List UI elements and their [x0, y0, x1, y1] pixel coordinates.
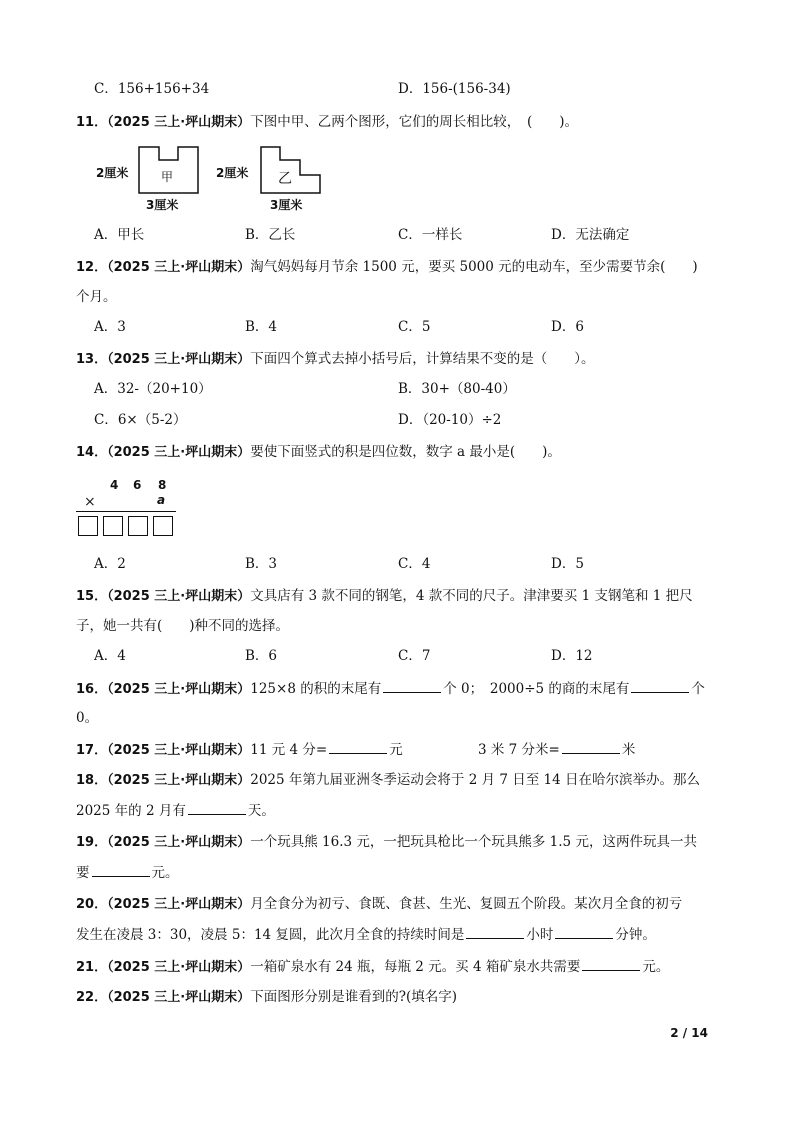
q14-option-b: B．3 — [245, 556, 278, 572]
q17-blank-2[interactable] — [562, 740, 620, 754]
q16-text-line2: 0。 — [76, 710, 99, 726]
q12-stem — [76, 258, 698, 277]
q20-text-a: 月全食分为初亏、食既、食甚、生光、复圆五个阶段。某次月全食的初亏 — [250, 896, 683, 912]
q19-text-c: 元。 — [151, 865, 179, 881]
q11-option-c: C．一样长 — [398, 227, 463, 243]
q14-text: 要使下面竖式的积是四位数，数字 a 最小是( )。 — [250, 444, 561, 460]
q11-figure-yi — [216, 144, 336, 214]
q16-text-b: 个 0； 2000÷5 的商的末尾有 — [443, 681, 630, 697]
q11-yi-side-label: 2厘米 — [216, 166, 249, 180]
q11-stem — [76, 113, 578, 132]
q19-text-b: 要 — [76, 865, 90, 881]
q13-stem — [76, 350, 595, 369]
q12-number: 12． — [76, 260, 108, 275]
q18-line2 — [76, 801, 275, 820]
q17-stem-left — [76, 740, 403, 760]
q16-blank-1[interactable] — [383, 679, 441, 693]
q14-source: （2025 三上·坪山期末） — [107, 445, 251, 460]
q21-number: 21． — [76, 960, 108, 975]
q16-text-a: 125×8 的积的末尾有 — [250, 681, 382, 697]
q15-option-b: B．6 — [245, 648, 278, 664]
q17-blank-1[interactable] — [329, 740, 387, 754]
q15-stem — [76, 587, 693, 606]
q11-number: 11． — [76, 115, 108, 130]
q15-option-d: D．12 — [551, 648, 593, 664]
q14-answer-box-1 — [78, 516, 98, 536]
q14-digit-4: 4 — [110, 478, 119, 492]
q18-text-a: 2025 年第九届亚洲冬季运动会将于 2 月 7 日至 14 日在哈尔滨举办。那么 — [250, 772, 701, 788]
q15-option-a: A．4 — [94, 648, 126, 664]
q12-option-c: C．5 — [398, 319, 431, 335]
q11-jia-label: 甲 — [161, 170, 174, 184]
q18-number: 18． — [76, 773, 108, 788]
q22-number: 22． — [76, 990, 108, 1005]
q15-text-line2: 子，她一共有( )种不同的选择。 — [76, 618, 290, 634]
q14-digit-6: 6 — [133, 478, 142, 492]
q16-stem — [76, 679, 705, 699]
q12-source: （2025 三上·坪山期末） — [107, 260, 251, 275]
q20-text-b: 发生在凌晨 3：30，凌晨 5：14 复圆，此次月全食的持续时间是 — [76, 927, 465, 943]
q13-number: 13． — [76, 352, 108, 367]
q14-option-a: A．2 — [94, 556, 126, 572]
q19-line2 — [76, 863, 179, 882]
q11-source: （2025 三上·坪山期末） — [107, 115, 251, 130]
q14-answer-box-4 — [153, 516, 173, 536]
q18-text-b: 2025 年的 2 月有 — [76, 803, 186, 819]
q13-option-d: D．（20-10）÷2 — [398, 412, 502, 428]
q15-number: 15． — [76, 589, 108, 604]
q13-option-a: A．32-（20+10） — [94, 381, 212, 397]
q16-blank-2[interactable] — [631, 679, 689, 693]
q21-text-b: 元。 — [642, 959, 670, 975]
q17-stem-right — [478, 740, 635, 759]
q20-stem — [76, 895, 682, 914]
q20-blank-minutes[interactable] — [555, 925, 613, 939]
q13-option-c: C．6×（5-2） — [94, 412, 187, 428]
q16-source: （2025 三上·坪山期末） — [107, 682, 251, 697]
q22-stem — [76, 988, 457, 1007]
q11-option-a: A．甲长 — [94, 227, 145, 243]
q22-source: （2025 三上·坪山期末） — [107, 990, 251, 1005]
q14-answer-box-2 — [103, 516, 123, 536]
q14-rule-line — [76, 511, 176, 512]
q18-source: （2025 三上·坪山期末） — [107, 773, 251, 788]
q12-text: 淘气妈妈每月节余 1500 元，要买 5000 元的电动车，至少需要节余( ) — [250, 259, 698, 275]
q19-source: （2025 三上·坪山期末） — [107, 835, 251, 850]
q10-option-d: D．156-(156-34) — [398, 81, 511, 97]
q13-text: 下面四个算式去掉小括号后，计算结果不变的是（ ）。 — [250, 351, 595, 367]
q14-stem — [76, 443, 561, 462]
q12-option-a: A．3 — [94, 319, 126, 335]
q18-text-c: 天。 — [247, 803, 275, 819]
q21-stem — [76, 957, 669, 977]
q16-number: 16． — [76, 682, 108, 697]
q11-yi-bottom-label: 3厘米 — [270, 198, 303, 212]
q15-source: （2025 三上·坪山期末） — [107, 589, 251, 604]
q14-number: 14． — [76, 445, 108, 460]
q18-blank[interactable] — [188, 801, 246, 815]
q12-text-line2: 个月。 — [76, 289, 117, 305]
q20-source: （2025 三上·坪山期末） — [107, 897, 251, 912]
q20-blank-hours[interactable] — [466, 925, 524, 939]
q11-figure-jia — [90, 144, 210, 214]
q12-option-d: D．6 — [551, 319, 584, 335]
q20-line2 — [76, 925, 656, 944]
q14-option-d: D．5 — [551, 556, 584, 572]
q17-text-a: 11 元 4 分= — [250, 742, 328, 758]
q19-text-a: 一个玩具熊 16.3 元，一把玩具枪比一个玩具熊多 1.5 元，这两件玩具一共 — [250, 834, 697, 850]
q10-option-c: C．156+156+34 — [94, 81, 210, 97]
q15-option-c: C．7 — [398, 648, 431, 664]
q11-text: 下图中甲、乙两个图形，它们的周长相比较， ( )。 — [250, 114, 579, 130]
q12-option-b: B．4 — [245, 319, 278, 335]
q21-text-a: 一箱矿泉水有 24 瓶，每瓶 2 元。买 4 箱矿泉水共需要 — [250, 959, 581, 975]
q14-times-sign: × — [84, 494, 96, 510]
q18-stem — [76, 771, 700, 790]
q20-text-d: 分钟。 — [615, 927, 656, 943]
q17-text-d: 米 — [621, 742, 636, 758]
q17-text-b: 元 — [389, 742, 403, 758]
q14-answer-box-3 — [128, 516, 148, 536]
q21-source: （2025 三上·坪山期末） — [107, 960, 251, 975]
q14-option-c: C．4 — [398, 556, 431, 572]
q13-option-b: B．30+（80-40） — [398, 381, 516, 397]
q17-source: （2025 三上·坪山期末） — [107, 743, 251, 758]
q11-jia-side-label: 2厘米 — [96, 166, 129, 180]
q16-text-c: 个 — [691, 681, 705, 697]
q14-digit-a: a — [157, 493, 166, 507]
q11-option-d: D．无法确定 — [551, 227, 630, 243]
q11-yi-label: 乙 — [278, 171, 292, 187]
q11-option-b: B．乙长 — [245, 227, 296, 243]
q17-number: 17． — [76, 743, 108, 758]
q14-digit-8: 8 — [158, 478, 167, 492]
page-number: 2 / 14 — [670, 1026, 708, 1040]
q17-text-c: 3 米 7 分米= — [478, 742, 560, 758]
q19-number: 19． — [76, 835, 108, 850]
q11-jia-bottom-label: 3厘米 — [146, 198, 179, 212]
q20-number: 20． — [76, 897, 108, 912]
q19-blank[interactable] — [92, 863, 150, 877]
q21-blank[interactable] — [582, 957, 640, 971]
q20-text-c: 小时 — [526, 927, 554, 943]
q15-text: 文具店有 3 款不同的钢笔，4 款不同的尺子。津津要买 1 支钢笔和 1 把尺 — [250, 588, 693, 604]
q13-source: （2025 三上·坪山期末） — [107, 352, 251, 367]
q22-text-a: 下面图形分别是谁看到的?(填名字) — [250, 989, 458, 1005]
q19-stem — [76, 833, 697, 852]
